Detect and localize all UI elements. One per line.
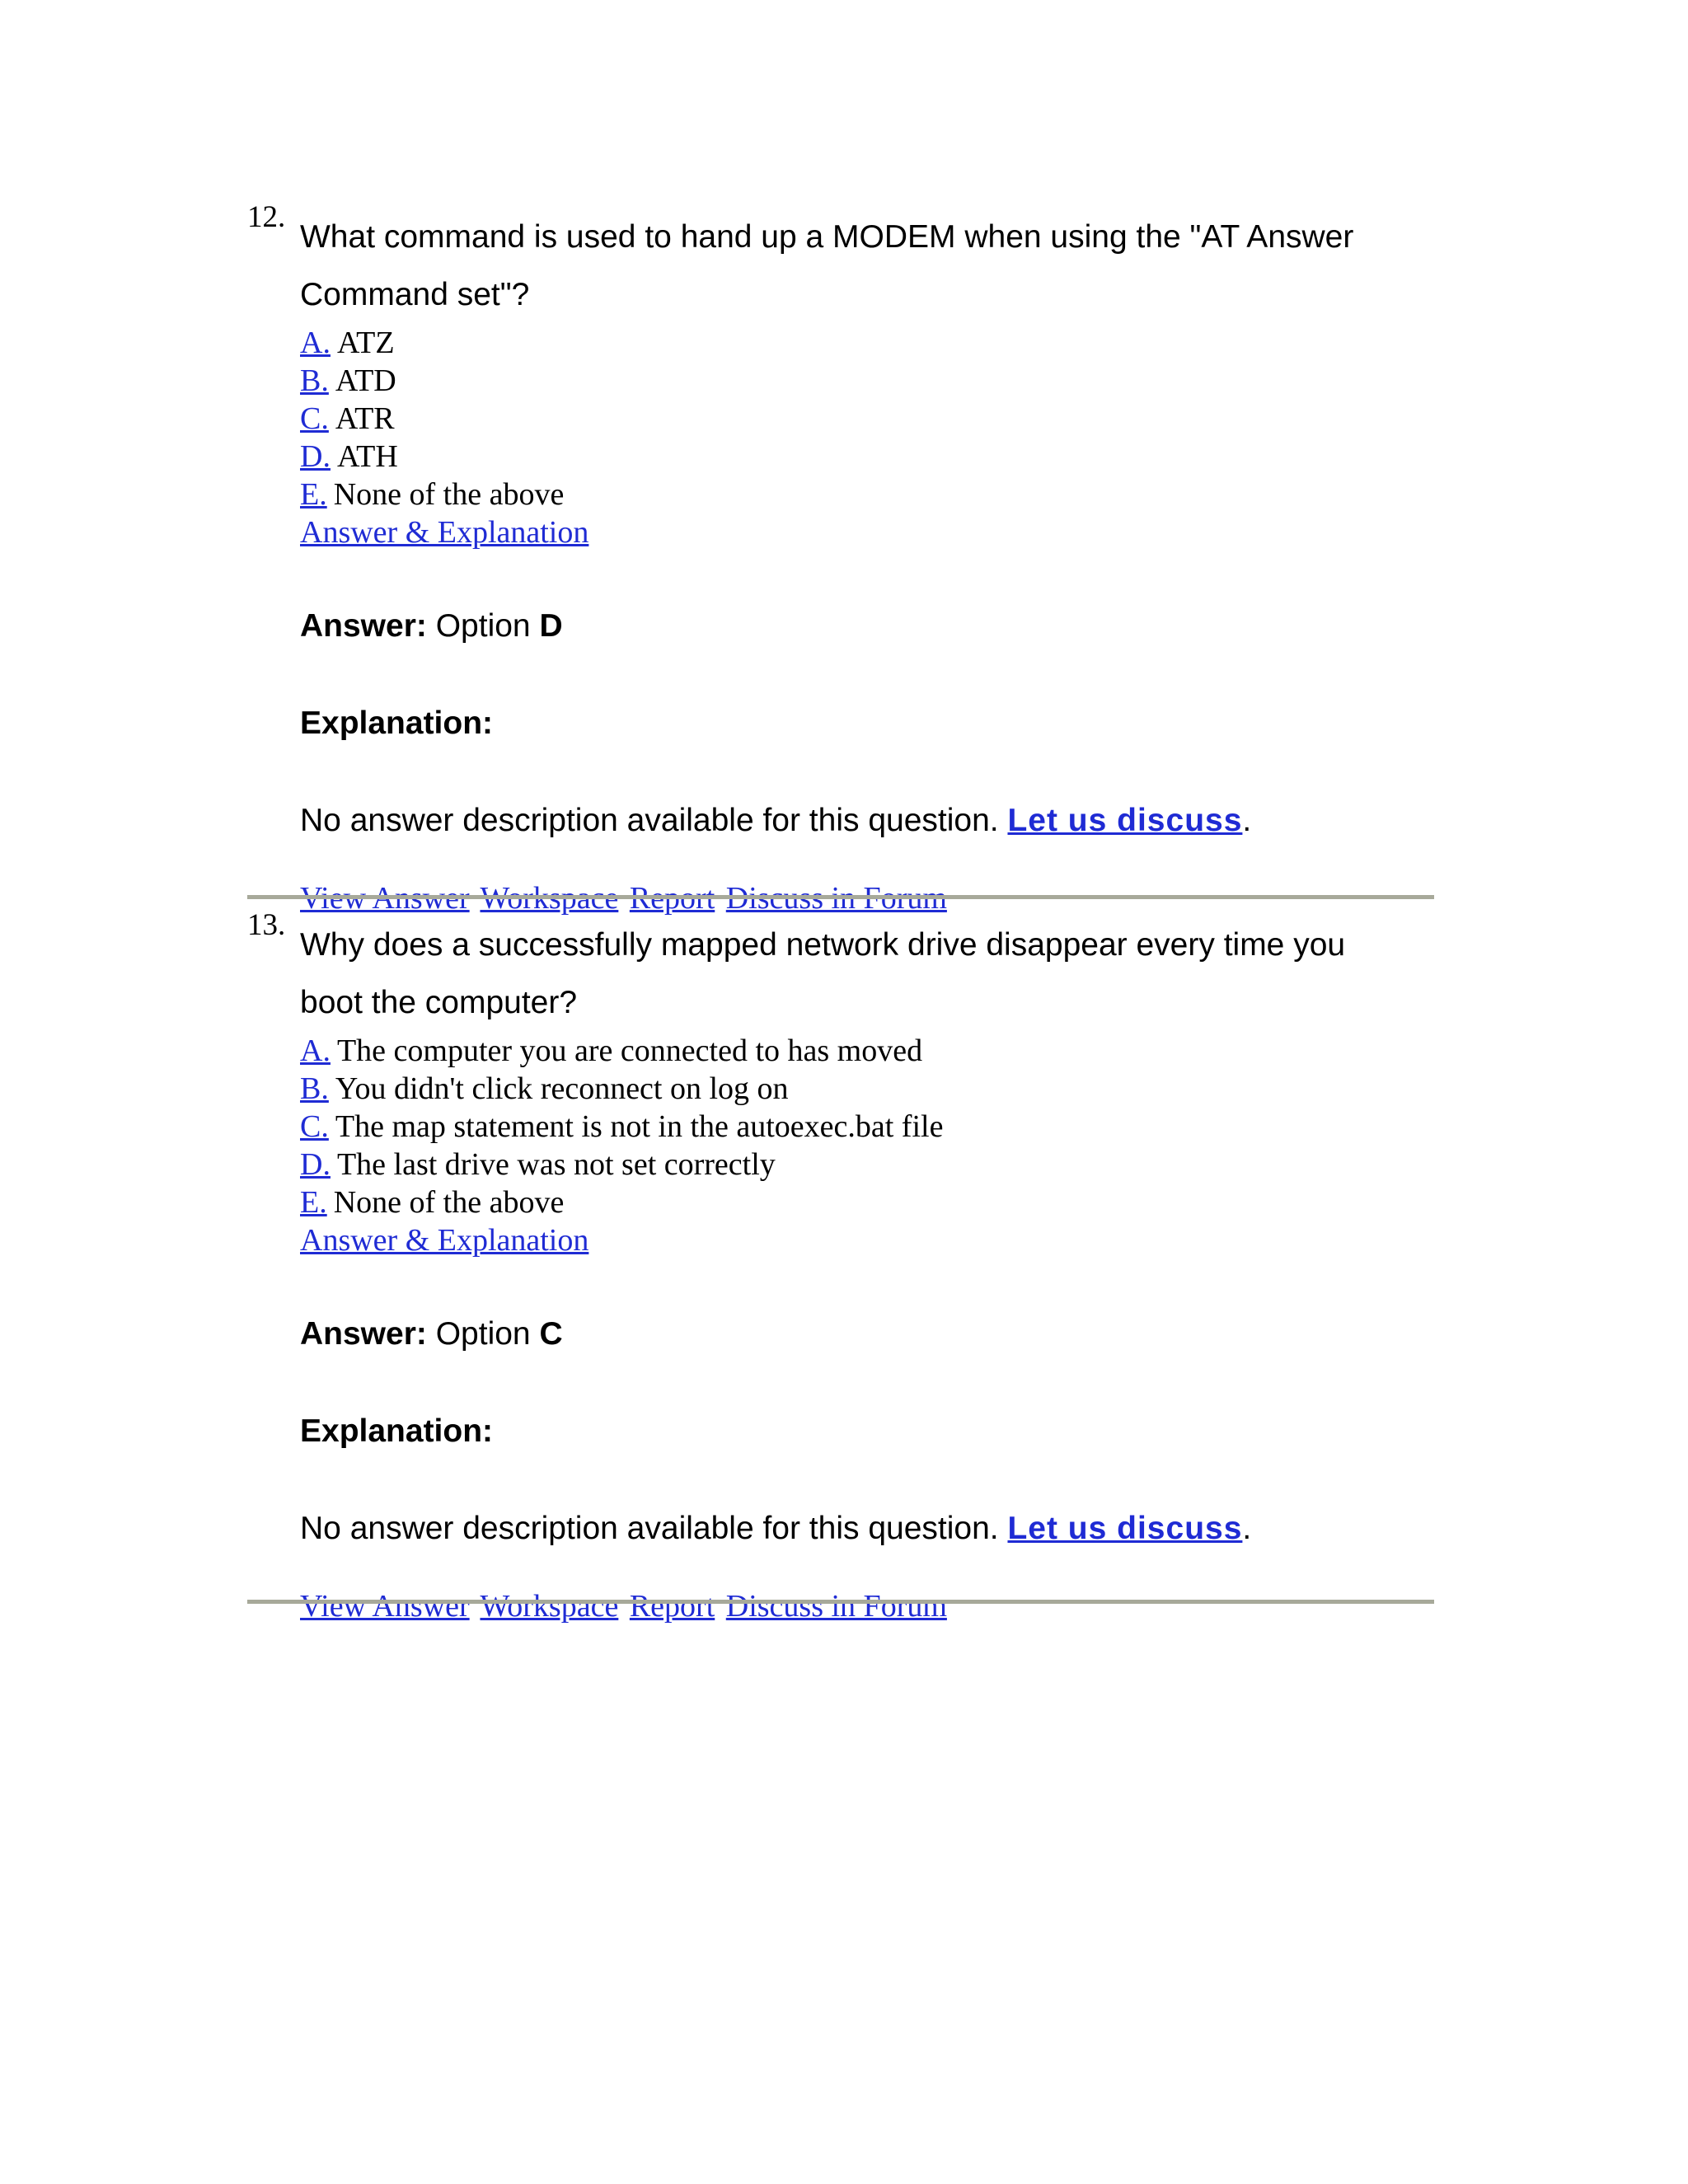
discuss-in-forum-link[interactable]: Discuss in Forum bbox=[725, 1589, 947, 1624]
option-d-link[interactable]: D. bbox=[300, 1147, 331, 1182]
option-b-text: You didn't click reconnect on log on bbox=[335, 1071, 789, 1106]
answer-line bbox=[300, 607, 1442, 645]
question-body bbox=[300, 202, 1442, 917]
question-divider bbox=[247, 895, 1434, 899]
question-text: What command is used to hand up a MODEM when using the "AT Answer Command set"? bbox=[300, 219, 1354, 312]
option-e-text: None of the above bbox=[333, 1185, 565, 1220]
option-a-link[interactable]: A. bbox=[300, 326, 331, 360]
option-d-link[interactable]: D. bbox=[300, 439, 331, 474]
explanation-body: No answer description available for this question. bbox=[300, 1511, 999, 1546]
let-us-discuss-link[interactable]: Let us discuss bbox=[1007, 1511, 1243, 1546]
option-c-text: ATR bbox=[335, 401, 395, 436]
explanation-heading: Explanation: bbox=[300, 1413, 494, 1449]
workspace-link[interactable]: Workspace bbox=[480, 1589, 619, 1624]
option-e-link[interactable]: E. bbox=[300, 477, 327, 512]
discuss-in-forum-link[interactable]: Discuss in Forum bbox=[725, 881, 947, 916]
explanation-body: No answer description available for this question. bbox=[300, 803, 999, 838]
option-b bbox=[300, 1070, 1442, 1108]
option-e bbox=[300, 476, 1442, 513]
view-answer-link[interactable]: View Answer bbox=[300, 881, 470, 916]
option-d-text: ATH bbox=[336, 439, 398, 474]
workspace-link[interactable]: Workspace bbox=[480, 881, 619, 916]
explanation-heading: Explanation: bbox=[300, 705, 494, 741]
question-number: 13. bbox=[247, 908, 286, 942]
report-link[interactable]: Report bbox=[629, 881, 715, 916]
option-b-link[interactable]: B. bbox=[300, 1071, 329, 1106]
option-a bbox=[300, 324, 1442, 362]
answer-value: D bbox=[539, 608, 563, 644]
answer-line bbox=[300, 1315, 1442, 1353]
question-divider bbox=[247, 1600, 1434, 1604]
option-c bbox=[300, 400, 1442, 438]
option-a-text: The computer you are connected to has moved bbox=[336, 1033, 923, 1068]
question-number: 12. bbox=[247, 200, 286, 234]
option-e-link[interactable]: E. bbox=[300, 1185, 327, 1220]
answer-label: Answer: bbox=[300, 1316, 427, 1352]
question-body bbox=[300, 910, 1442, 1625]
explanation-text bbox=[300, 802, 1442, 840]
view-answer-link[interactable]: View Answer bbox=[300, 1589, 470, 1624]
option-b bbox=[300, 362, 1442, 400]
option-a-text: ATZ bbox=[336, 326, 395, 360]
option-b-link[interactable]: B. bbox=[300, 363, 329, 398]
option-d bbox=[300, 1146, 1442, 1183]
answer-label: Answer: bbox=[300, 608, 427, 644]
option-a bbox=[300, 1032, 1442, 1070]
answer-value: C bbox=[539, 1316, 563, 1352]
option-c-link[interactable]: C. bbox=[300, 401, 329, 436]
option-c-text: The map statement is not in the autoexec.bat file bbox=[335, 1109, 944, 1144]
footer-links bbox=[300, 1587, 1442, 1625]
options-list bbox=[300, 324, 1442, 513]
option-c-link[interactable]: C. bbox=[300, 1109, 329, 1144]
answer-explanation-link[interactable]: Answer & Explanation bbox=[300, 1223, 589, 1258]
question-text: Why does a successfully mapped network drive disappear every time you boot the computer? bbox=[300, 927, 1346, 1020]
option-e-text: None of the above bbox=[333, 477, 565, 512]
options-list bbox=[300, 1032, 1442, 1221]
answer-prefix: Option bbox=[435, 608, 531, 644]
explanation-text bbox=[300, 1510, 1442, 1548]
report-link[interactable]: Report bbox=[629, 1589, 715, 1624]
explanation-end: . bbox=[1242, 1511, 1252, 1546]
option-a-link[interactable]: A. bbox=[300, 1033, 331, 1068]
option-d-text: The last drive was not set correctly bbox=[336, 1147, 776, 1182]
answer-explanation-link[interactable]: Answer & Explanation bbox=[300, 515, 589, 550]
option-c bbox=[300, 1108, 1442, 1146]
let-us-discuss-link[interactable]: Let us discuss bbox=[1007, 803, 1243, 838]
option-b-text: ATD bbox=[335, 363, 396, 398]
option-d bbox=[300, 438, 1442, 476]
option-e bbox=[300, 1183, 1442, 1221]
explanation-end: . bbox=[1242, 803, 1252, 838]
answer-prefix: Option bbox=[435, 1316, 531, 1352]
